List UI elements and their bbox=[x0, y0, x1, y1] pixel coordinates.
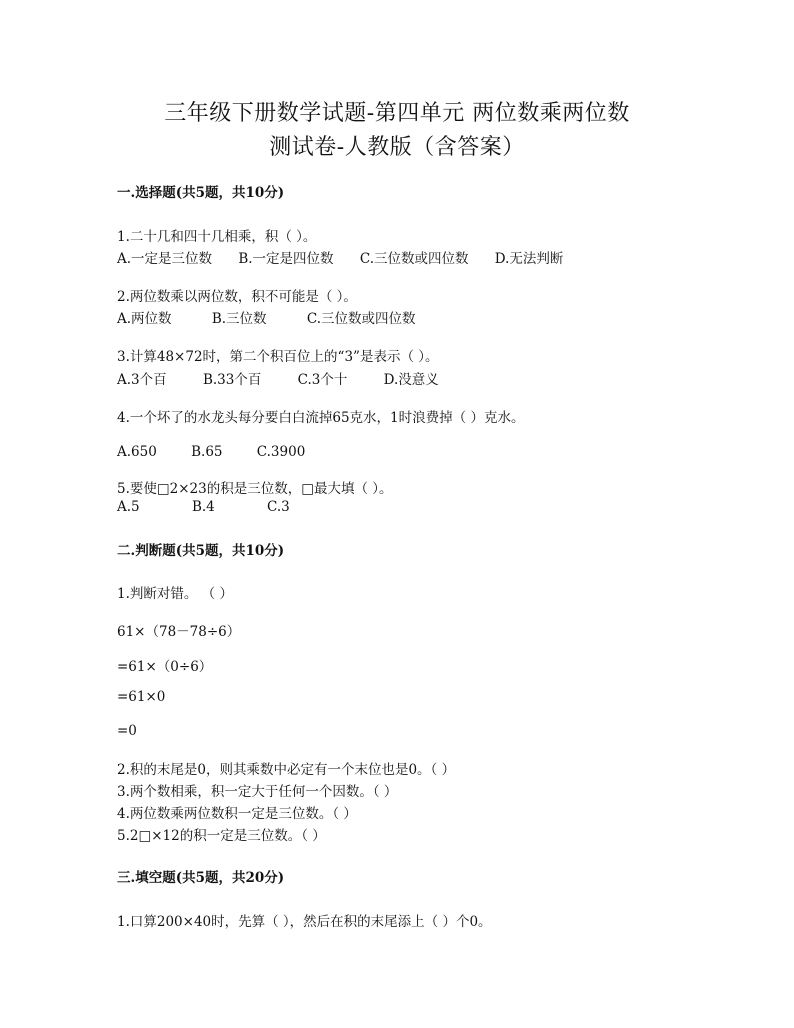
question-options bbox=[117, 444, 327, 460]
question-options bbox=[117, 368, 461, 388]
option: B.一定是四位数 bbox=[238, 251, 334, 267]
question-stem: 3.两个数相乘，积一定大于任何一个因数。（ ） bbox=[117, 784, 398, 800]
option: B.4 bbox=[191, 499, 215, 515]
option: C.三位数或四位数 bbox=[306, 311, 416, 327]
question-stem: 1.二十几和四十几相乘，积（ ）。 bbox=[117, 229, 317, 245]
calculation-step: =61×0 bbox=[117, 689, 166, 705]
question-stem: 4.两位数乘两位数积一定是三位数。（ ） bbox=[117, 806, 357, 822]
option: B.三位数 bbox=[211, 311, 267, 327]
question-stem: 3.计算48×72时，第二个积百位上的“3”是表示（ ）。 bbox=[117, 349, 439, 365]
option: A.5 bbox=[117, 499, 140, 515]
option: A.两位数 bbox=[117, 311, 172, 327]
question-options bbox=[117, 499, 312, 515]
question-options bbox=[117, 247, 585, 267]
option: A.一定是三位数 bbox=[117, 251, 213, 267]
question-stem: 1.判断对错。 （ ） bbox=[117, 586, 233, 602]
question-options bbox=[117, 307, 438, 327]
option: C.3 bbox=[267, 499, 290, 515]
question-stem: 5.2□×12的积一定是三位数。（ ） bbox=[117, 828, 326, 844]
option: C.3900 bbox=[256, 444, 306, 460]
document-title-line-2: 测试卷-人教版（含答案） bbox=[269, 135, 525, 160]
option: D.无法判断 bbox=[494, 251, 564, 267]
option: A.3个百 bbox=[117, 372, 167, 388]
section-heading-judgement: 二.判断题(共5题，共10分) bbox=[117, 543, 285, 559]
option: A.650 bbox=[117, 444, 157, 460]
option: D.没意义 bbox=[383, 372, 439, 388]
option: C.3个十 bbox=[297, 372, 348, 388]
option: B.65 bbox=[191, 444, 223, 460]
section-heading-fill-blank: 三.填空题(共5题，共20分) bbox=[117, 870, 285, 886]
document-title-line-1: 三年级下册数学试题-第四单元 两位数乘两位数 bbox=[164, 101, 630, 126]
question-stem: 2.两位数乘以两位数，积不可能是（ ）。 bbox=[117, 289, 357, 305]
option: C.三位数或四位数 bbox=[359, 251, 469, 267]
question-stem: 1.口算200×40时，先算（ ），然后在积的末尾添上（ ）个0。 bbox=[117, 914, 492, 930]
question-stem: 4.一个坏了的水龙头每分要白白流掉65克水，1时浪费掉（ ）克水。 bbox=[117, 410, 525, 426]
calculation-step: =61×（0÷6） bbox=[117, 659, 213, 675]
calculation-step: =0 bbox=[117, 723, 137, 739]
option: B.33个百 bbox=[202, 372, 262, 388]
question-stem: 5.要使□2×23的积是三位数，□最大填（ ）。 bbox=[117, 481, 393, 497]
question-stem: 2.积的末尾是0，则其乘数中必定有一个末位也是0。（ ） bbox=[117, 762, 456, 778]
section-heading-choice: 一.选择题(共5题，共10分) bbox=[117, 185, 285, 201]
calculation-step: 61×（78－78÷6） bbox=[117, 624, 241, 640]
